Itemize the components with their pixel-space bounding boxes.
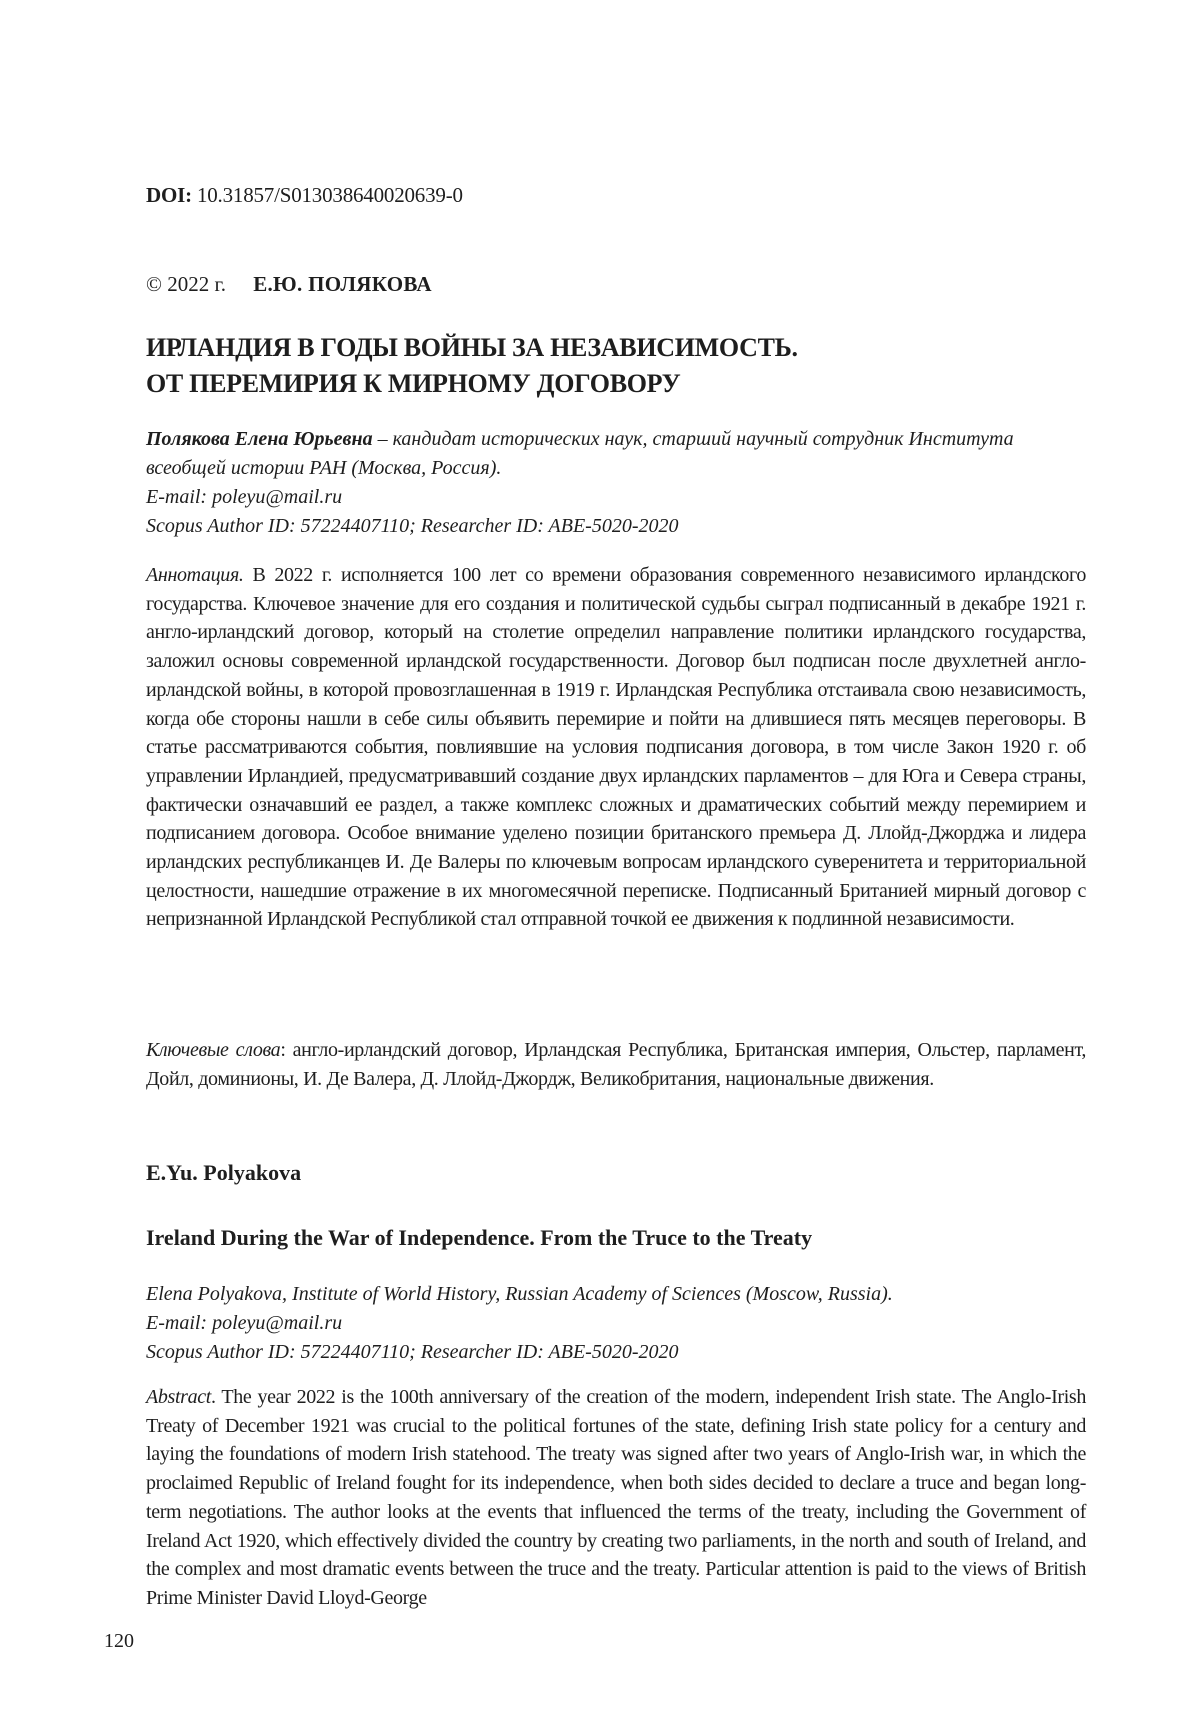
keywords-text: : англо-ирландский договор, Ирландская Республика, Британская империя, Ольстер, парламент, Дойл, доминионы, И. Де Валера, Д. Ллойд-Джордж, Великобритания, национальные движения.	[146, 1039, 1086, 1090]
title-ru-line-2: ОТ ПЕРЕМИРИЯ К МИРНОМУ ДОГОВОРУ	[146, 369, 681, 398]
doi-line	[146, 183, 1086, 208]
article-title-ru	[146, 330, 1086, 402]
doi-label: DOI:	[146, 183, 192, 207]
page-number: 120	[104, 1630, 134, 1652]
author-info-en	[146, 1280, 1086, 1367]
doi-value: 10.31857/S013038640020639-0	[196, 183, 463, 207]
author-affiliation-ru	[146, 425, 1086, 483]
abstract-en	[146, 1383, 1086, 1613]
author-name-ru: Е.Ю. ПОЛЯКОВА	[253, 272, 432, 296]
annotation-text: В 2022 г. исполняется 100 лет со времени образования современного независимого ирландского государства. Ключевое значение для его создания и политической судьбы сыграл подписанный в декабре 1921 г. англо-ирландский договор, который на столетие определил направление политики ирландского государства, заложил основы современной ирландской государственности. Договор был подписан после двухлетней англо-ирландской войны, в которой провозглашенная в 1919 г. Ирландская Республика отстаивала свою независимость, когда обе стороны нашли в себе силы объявить перемирие и пойти на длившиеся пять месяцев переговоры. В статье рассматриваются события, повлиявшие на условия подписания договора, в том числе Закон 1920 г. об управлении Ирландией, предусматривавший создание двух ирландских парламентов – для Юга и Севера страны, фактически означавший ее раздел, а также комплекс сложных и драматических событий между перемирием и подписанием договора. Особое внимание уделено позиции британского премьера Д. Ллойд-Джорджа и лидера ирландских республиканцев И. Де Валеры по ключевым вопросам ирландского суверенитета и территориальной целостности, нашедшие отражение в их многомесячной переписке. Подписанный Британией мирный договор с непризнанной Ирландской Республикой стал отправной точкой ее движения к подлинной независимости.	[146, 564, 1086, 931]
author-email-ru: E-mail: poleyu@mail.ru	[146, 486, 343, 508]
article-title-en: Ireland During the War of Independence. From the Truce to the Treaty	[146, 1225, 813, 1250]
author-name-en: E.Yu. Polyakova	[146, 1160, 302, 1185]
author-fullname-ru: Полякова Елена Юрьевна	[146, 428, 373, 450]
author-info-ru	[146, 425, 1086, 541]
copyright-year: © 2022 г.	[146, 272, 226, 296]
abstract-label: Abstract	[146, 1386, 211, 1408]
copyright-line	[146, 272, 1086, 297]
annotation-label: Аннотация.	[146, 564, 244, 586]
author-ids-ru: Scopus Author ID: 57224407110; Researcher ID: ABE-5020-2020	[146, 515, 679, 537]
author-email-en: E-mail: poleyu@mail.ru	[146, 1312, 343, 1334]
author-affiliation-en: Elena Polyakova, Institute of World History, Russian Academy of Sciences (Moscow, Russia).	[146, 1283, 893, 1305]
annotation-ru	[146, 561, 1086, 934]
abstract-text: . The year 2022 is the 100th anniversary of the creation of the modern, independent Irish state. The Anglo-Irish Treaty of December 1921 was crucial to the political fortunes of the state, defining Irish state policy for a century and laying the foundations of modern Irish statehood. The treaty was signed after two years of Anglo-Irish war, in which the proclaimed Republic of Ireland fought for its independence, when both sides decided to declare a truce and began long-term negotiations. The author looks at the events that influenced the terms of the treaty, including the Government of Ireland Act 1920, which effectively divided the country by creating two parliaments, in the north and south of Ireland, and the complex and most dramatic events between the truce and the treaty. Particular attention is paid to the views of British Prime Minister David Lloyd-George	[146, 1386, 1086, 1609]
title-ru-line-1: ИРЛАНДИЯ В ГОДЫ ВОЙНЫ ЗА НЕЗАВИСИМОСТЬ.	[146, 333, 798, 362]
author-ids-en: Scopus Author ID: 57224407110; Researcher ID: ABE-5020-2020	[146, 1341, 679, 1363]
author-position-ru: – кандидат исторических наук, старший научный сотрудник Института всеобщей истории РАН (Москва, Россия).	[146, 428, 1014, 479]
keywords-label: Ключевые слова	[146, 1039, 281, 1061]
keywords-ru	[146, 1036, 1086, 1094]
